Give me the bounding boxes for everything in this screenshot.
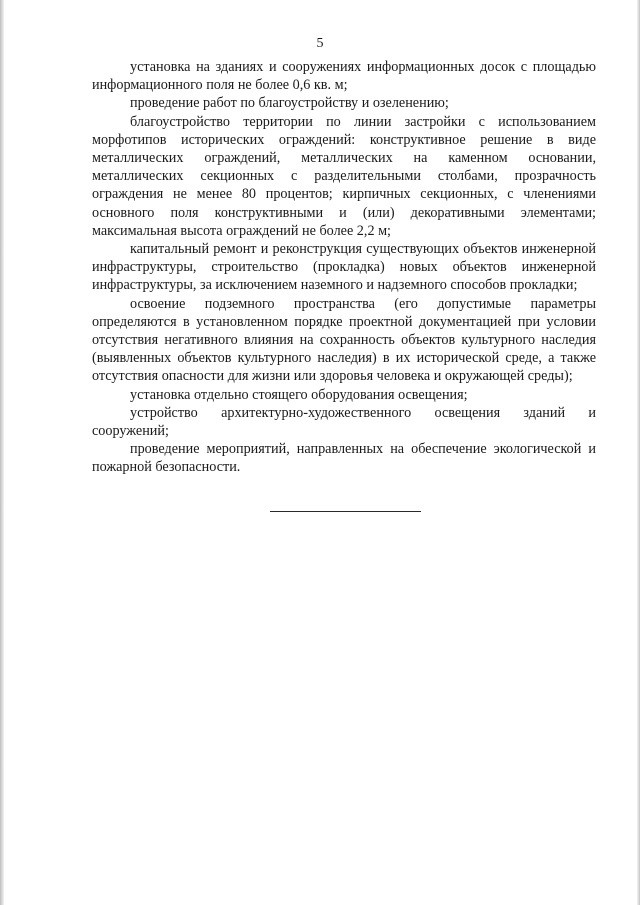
paragraph-engineering-infrastructure: капитальный ремонт и реконструкция существующих объектов инженерной инфраструктуры, строительство (прокладка) новых объектов инженерной инфраструктуры, за исключением наземного и надземного способов прокладки; [92, 241, 596, 294]
paragraph-fencing: благоустройство территории по линии застройки с использованием морфотипов исторических ограждений: конструктивное решение в виде металлических ограждений, металлических на каменном основании, металлических секционных с разделительными столбами, прозрачность ограждения не менее 80 процентов; кирпичных секционных, с членениями основного поля конструктивными и (или) декоративными элементами; максимальная высота ограждений не более 2,2 м; [92, 113, 596, 239]
document-body [92, 58, 596, 477]
paragraph-architectural-lighting: устройство архитектурно-художественного освещения зданий и сооружений; [92, 404, 596, 440]
paragraph-safety-measures: проведение мероприятий, направленных на обеспечение экологической и пожарной безопасности. [92, 441, 596, 476]
paragraph-lighting-equipment: установка отдельно стоящего оборудования освещения; [130, 386, 468, 403]
end-separator-line [270, 511, 421, 512]
page-number: 5 [316, 36, 324, 51]
paragraph-underground-space: освоение подземного пространства (его допустимые параметры определяются в установленном порядке проектной документацией при условии отсутствия негативного влияния на сохранность объектов культурного наследия (выявленных объектов культурного наследия) в их исторической среде, а также отсутствия опасности для жизни или здоровья человека и окружающей среды); [92, 295, 596, 385]
paragraph-info-boards: установка на зданиях и сооружениях информационных досок с площадью информационного поля не более 0,6 кв. м; [92, 59, 596, 94]
paragraph-landscaping: проведение работ по благоустройству и озеленению; [130, 95, 449, 112]
